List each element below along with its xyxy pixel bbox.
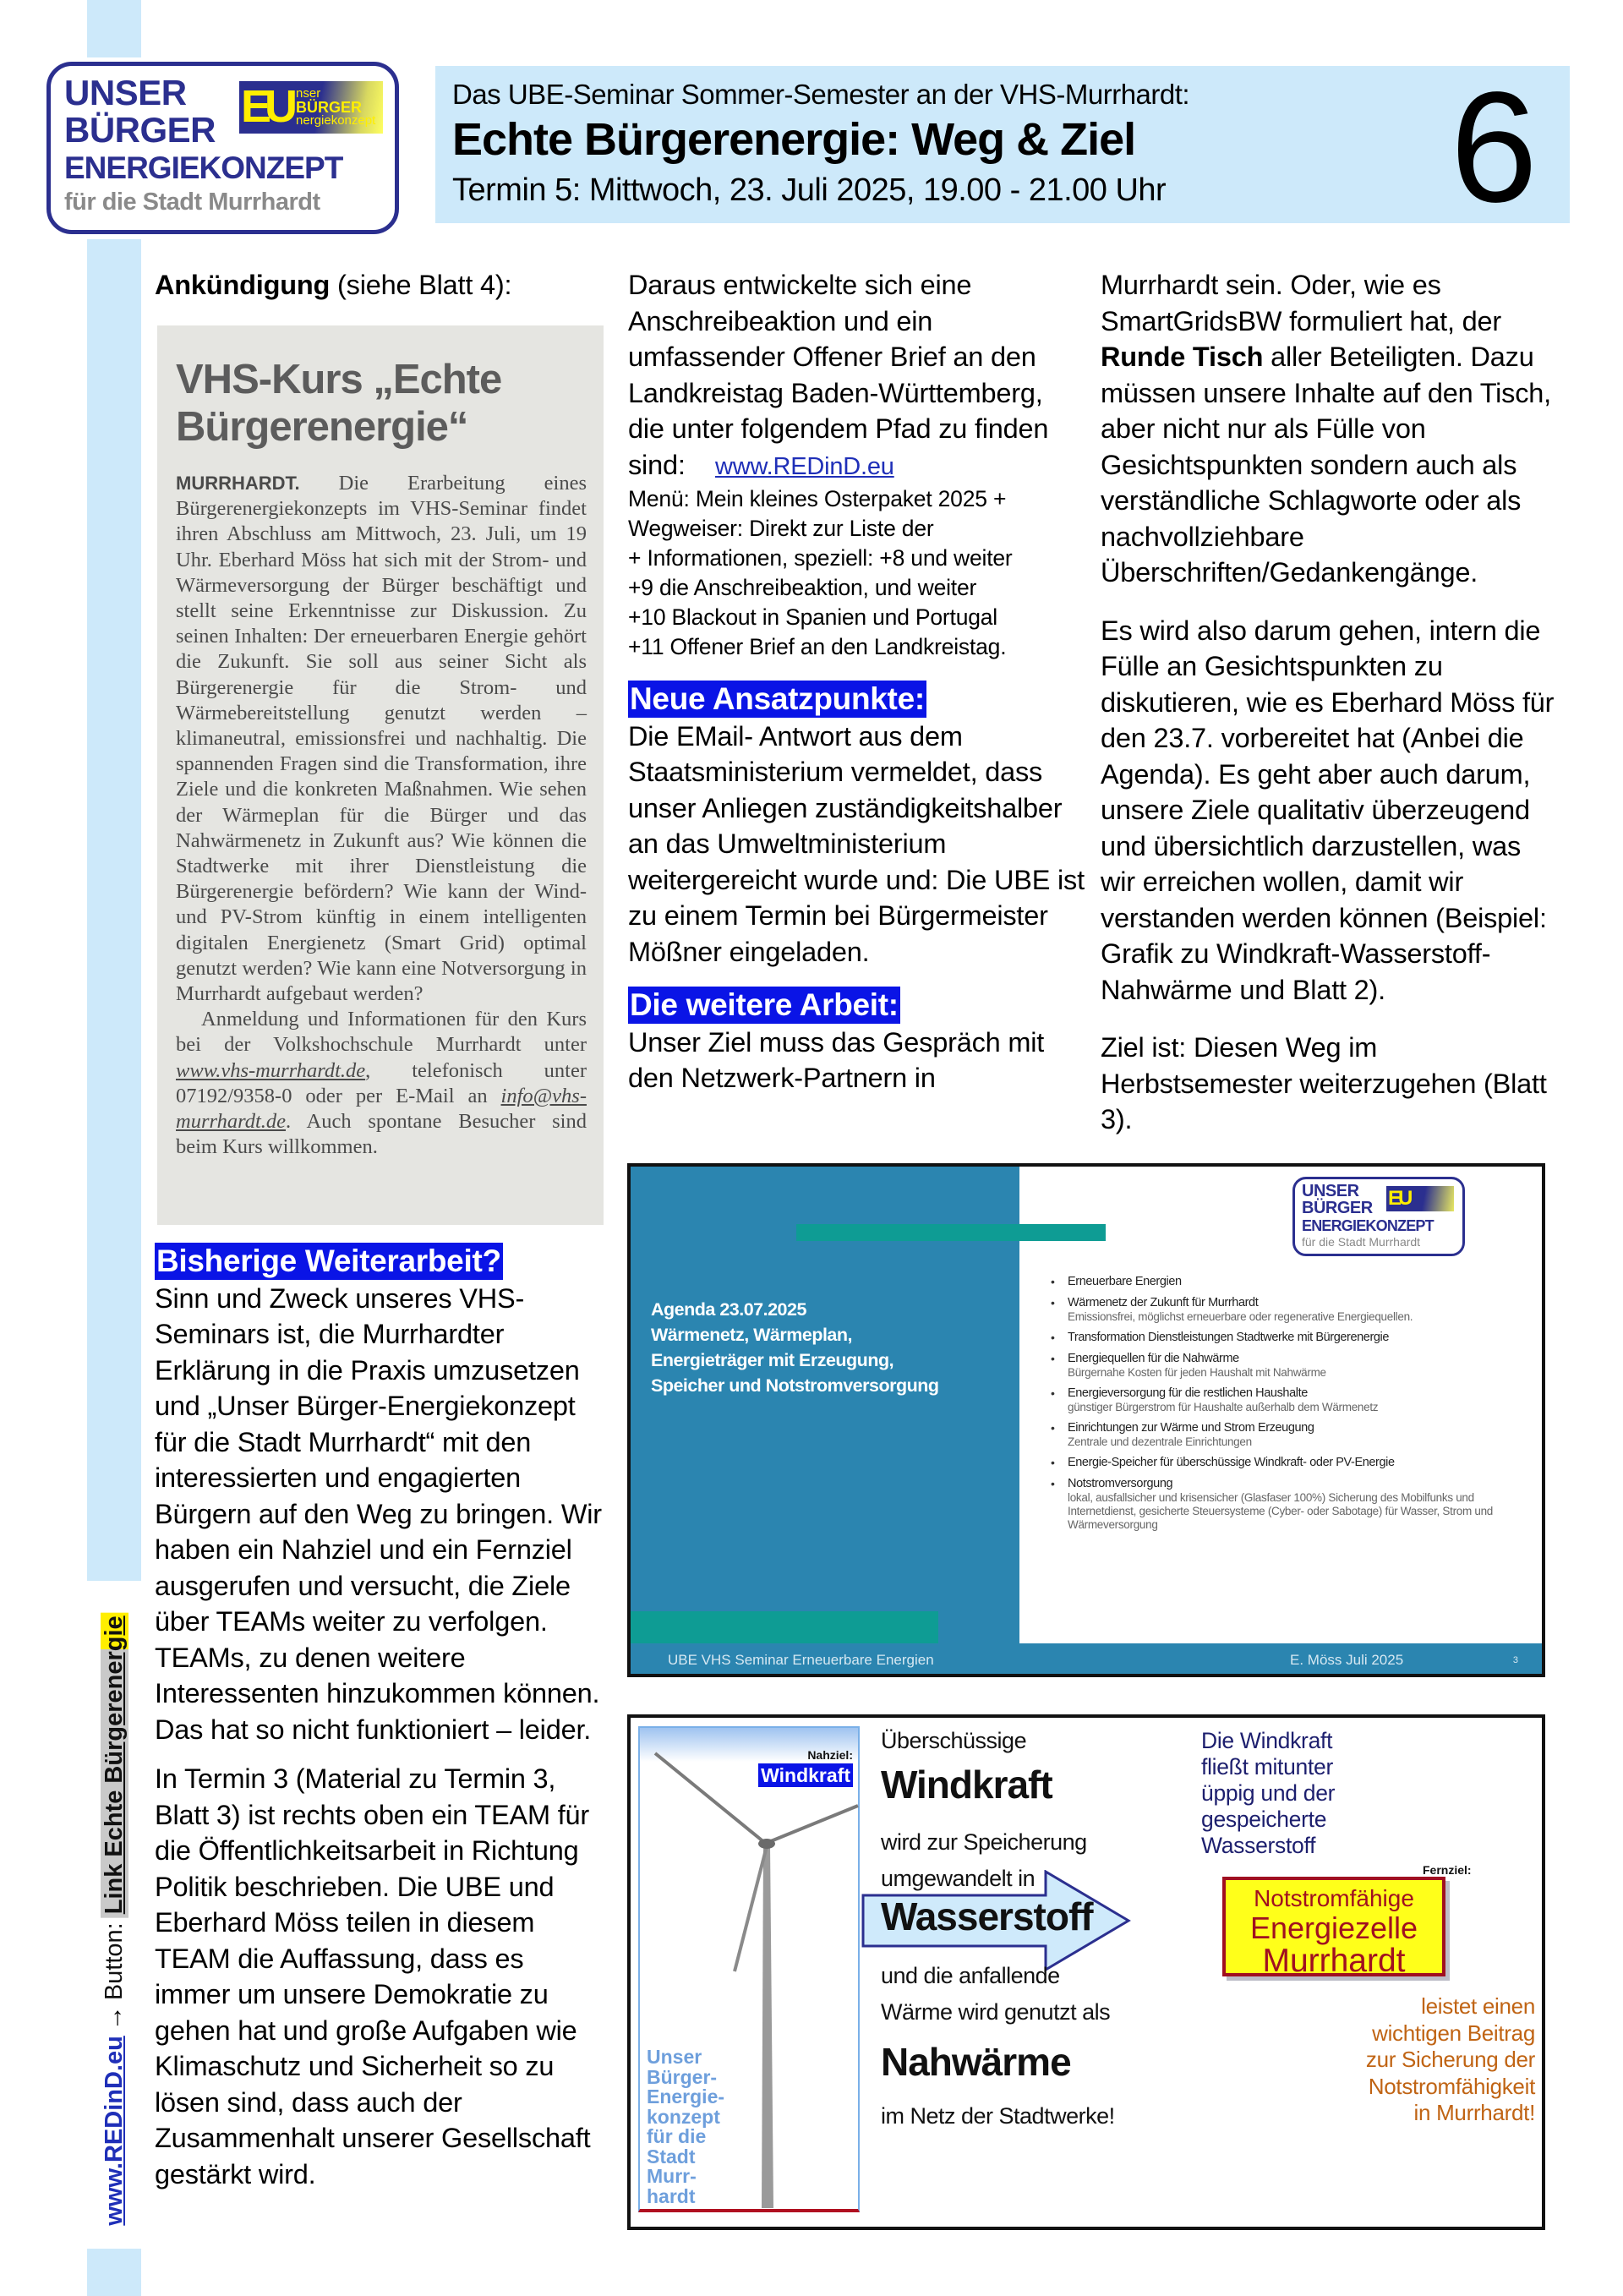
agenda-item-sub: günstiger Bürgerstrom für Haushalte außerhalb dem Wärmenetz [1068,1401,1379,1413]
fernziel-line: Murrhardt [1262,1943,1406,1979]
agenda-item-title: • Notstromversorgung [1068,1477,1173,1490]
nahziel-value: Windkraft [758,1763,853,1787]
fernziel-box [1222,1877,1445,1979]
caption-line: für die [647,2125,707,2147]
newspaper-clipping [157,325,604,1225]
logo-line: BÜRGER [1302,1199,1373,1217]
clipping-text: Die Erarbeitung eines Bürgerenergiekonzepts im VHS-Seminar findet ihren Abschluss am Mittwoch, 23. Juli, um 19 Uhr. Eberhard Möss hat sich mit der Strom- und Wärmeversorgung der Bürger beschäftigt und stellt seine Erkenntnisse zur Diskussion. Zu seinen Inhalten: Der erneuerbaren Energie gehört die Zukunft. Sie soll aus seiner Sicht als Bürgerenergie für die Strom- und Wärmebereitstellung genutzt werden – klimaneutral, emissionsfrei und nachhaltig. Die spannenden Fragen sind die Transformation, ihre Ziele und die konkreten Maßnahmen. Wie sehen der Wärmeplan für die Bürger und das Nahwärmenetz in Zukunft aus? Wie können die Stadtwerke mit ihrer Dienstleistung die Bürgerenergie befördern? Wie kann der Wind- und PV-Strom künftig in einem intelligenten digitalen Energienetz (Smart Grid) optimal genutzt werden? Wie kann eine Notversorgung in Murrhardt aufgebaut werden? [176,472,587,1006]
slide-footer [631,1643,1542,1677]
caption-line: Bürger- [647,2065,718,2088]
column-1-lower [155,1243,603,2192]
mid-highlight-windkraft: Windkraft [881,1763,1052,1807]
caption-line: Unser [647,2046,702,2068]
announcement-rest: (siehe Blatt 4): [330,270,512,300]
menu-path-line: +11 Offener Brief an den Landkreistag. [628,634,1007,659]
page-number: 6 [1450,60,1538,235]
agenda-item-title: • Energieversorgung für die restlichen Haushalte [1068,1386,1308,1400]
mid-line: umgewandelt in [881,1866,1036,1891]
paragraph-text: Murrhardt sein. Oder, wie es SmartGridsBW formuliert hat, der [1101,270,1501,336]
menu-path-line: + Informationen, speziell: +8 und weiter [628,545,1013,571]
turbine-panel [638,1726,860,2212]
note-line: fließt mitunter [1201,1754,1334,1779]
emphasis-runde-tisch: Runde Tisch [1101,342,1264,372]
windkraft-infographic [627,1714,1545,2230]
paragraph: Ziel ist: Diesen Weg im Herbstsemester weiterzugehen (Blatt 3). [1101,1032,1547,1134]
mid-line: im Netz der Stadtwerke! [881,2103,1115,2129]
agenda-item-title: • Erneuerbare Energien [1068,1275,1182,1288]
agenda-item-sub: Bürgernahe Kosten für jeden Haushalt mit Nahwärme [1068,1366,1326,1379]
conclusion-line: leistet einen [1421,1993,1535,2019]
logo-line: UNSER [1302,1182,1359,1200]
conclusion-line: Notstromfähigkeit [1368,2073,1535,2099]
section-heading: Neue Ansatzpunkte: [630,681,925,716]
agenda-item [1051,1386,1533,1414]
mid-line: wird zur Speicherung [881,1829,1087,1855]
clipping-kicker: MURRHARDT. [176,473,300,494]
agenda-item-title: • Einrichtungen zur Wärme und Strom Erzeugung [1068,1421,1314,1435]
agenda-line: Speicher und Notstromversorgung [651,1375,939,1396]
caption-line: konzept [647,2105,720,2128]
mid-line: Wärme wird genutzt als [881,1999,1111,2025]
badge-text: nergiekonzept [296,113,376,128]
agenda-item [1051,1352,1533,1380]
page-header [435,60,1570,235]
agenda-item [1051,1456,1533,1470]
paragraph: Die EMail- Antwort aus dem Staatsministerium vermeldet, dass unser Anliegen zuständigkeitshalber an das Umweltministerium weitergereicht wurde und: Die UBE ist zu einem Termin bei Bürgermeister Mößner eingeladen. [628,720,1085,967]
mid-highlight-nahwaerme: Nahwärme [881,2040,1071,2084]
slide-agenda-title [651,1297,1006,1398]
menu-path-line: +10 Blackout in Spanien und Portugal [628,604,997,630]
paragraph-text: Daraus entwickelte sich eine Anschreibeaktion und ein umfassender Offener Brief an den Landkreistag Baden-Württemberg, die unter folgendem Pfad zu finden sind: [628,270,1049,480]
note-line: Wasserstoff [1201,1833,1316,1858]
clipping-text: . Auch spontane Besucher sind beim Kurs willkommen. [176,1110,587,1159]
note-line: üppig und der [1201,1780,1336,1806]
agenda-line: Energieträger mit Erzeugung, [651,1350,894,1370]
agenda-item [1051,1477,1533,1532]
agenda-item [1051,1421,1533,1449]
caption-line: Stadt [647,2145,696,2168]
vertical-link-bar [85,1581,144,2257]
clipping-text: , telefonisch unter 07192/9358-0 oder per E-Mail an [176,1058,587,1107]
menu-path-line: Menü: Mein kleines Osterpaket 2025 + [628,486,1007,511]
conclusion-line: wichtigen Beitrag [1372,2020,1535,2046]
header-subtitle: Das UBE-Seminar Sommer-Semester an der VHS-Murrhardt: [452,79,1190,110]
mid-line: Überschüssige [881,1728,1027,1753]
slide-footer-right: E. Möss Juli 2025 [1290,1652,1404,1668]
vhs-website-link[interactable]: www.vhs-murrhardt.de [176,1058,366,1082]
nahziel-label: Nahziel: [807,1748,853,1762]
clipping-body [176,471,587,1160]
session-date: Termin 5: Mittwoch, 23. Juli 2025, 19.00 - 21.00 Uhr [452,172,1167,208]
announcement-bold: Ankündigung [155,270,331,300]
clipping-headline-line: VHS-Kurs „Echte [176,357,502,402]
vhs-email-link[interactable]: info@vhs-murrhardt.de [176,1084,587,1134]
agenda-line: Wärmenetz, Wärmeplan, [651,1325,852,1345]
clipping-headline-line: Bürgerenergie“ [176,404,468,450]
paragraph: In Termin 3 (Material zu Termin 3, Blatt 3) ist rechts oben ein TEAM für die Öffentlichkeitsarbeit in Richtung Politik beschrieben. Die UBE und Eberhard Möss teilen in diesem TEAM die Auffassung, dass es immer um unsere Demokratie zu gehen hat und große Aufgaben wie Klimaschutz und Sicherheit so zu lösen sind, dass auch der Zusammenhalt unserer Gesellschaft gestärkt wird. [155,1763,591,2189]
page-title: Echte Bürgerenergie: Weg & Ziel [452,114,1136,165]
note-line: gespeicherte [1201,1807,1327,1832]
eu-badge-icon [239,81,383,134]
caption-line: hardt [647,2184,696,2207]
agenda-item-sub: lokal, ausfallsicher und krisensicher (Glasfaser 100%) Sicherung des Mobilfunks und Internetdienst, gesicherte Steuersysteme (Cyber- oder Sabotage) für Wasser, Strom und Wärmeversorgung [1068,1491,1493,1531]
mid-line: und die anfallende [881,1963,1060,1988]
agenda-item [1051,1296,1533,1324]
slide-left-panel [631,1167,1019,1674]
column-3 [1101,267,1557,1138]
fernziel-label: Fernziel: [1423,1863,1472,1877]
infographic-middle-text [881,1718,1227,2227]
agenda-item-title: • Energiequellen für die Nahwärme [1068,1352,1239,1365]
paragraph: Es wird also darum gehen, intern die Fülle an Gesichtspunkten zu diskutieren, wie es Eberhard Möss für den 23.7. vorbereitet hat (Anbei die Agenda). Es geht aber auch darum, unsere Ziele qualitativ überzeugend und übersichtlich darzustellen, was wir erreichen wollen, damit wir verstanden werden können (Beispiel: Grafik zu Windkraft-Wasserstoff-Nahwärme und Blatt 2). [1101,615,1555,1005]
agenda-item-sub: Emissionsfrei, möglichst erneuerbare oder regenerative Energiequellen. [1068,1310,1413,1323]
clipping-text: Anmeldung und Informationen für den Kurs bei der Volkshochschule Murrhardt unter [176,1008,587,1057]
ube-logo [46,62,399,234]
paragraph [1101,267,1557,591]
infographic-conclusion [1366,1993,1535,2127]
fernziel-line: Notstromfähige [1254,1885,1414,1911]
logo-line: für die Stadt Murrhardt [1302,1235,1421,1249]
menu-path [628,484,1085,662]
caption-line: Energie- [647,2086,725,2107]
caption-line: Murr- [647,2165,697,2187]
agenda-line: Agenda 23.07.2025 [651,1299,806,1320]
section-heading: Die weitere Arbeit: [630,987,899,1022]
agenda-item-title: • Wärmenetz der Zukunft für Murrhardt [1068,1296,1259,1309]
redind-link[interactable]: www.REDinD.eu [100,2036,128,2226]
eu-badge-icon: EU [1386,1186,1454,1211]
logo-line: BÜRGER [64,110,216,150]
badge-text: nser [296,86,321,101]
mid-highlight-wasserstoff: Wasserstoff [881,1894,1093,1938]
arrow-right-icon: → [100,2005,128,2031]
paragraph-text: aller Beteiligten. Dazu müssen unsere Inhalte auf den Tisch, aber nicht nur als Fülle von Gesichtspunkten sondern auch als verständliche Schlagworte oder als nachvollziehbare Überschriften/Gedankengänge. [1101,342,1551,588]
slide-footer-left: UBE VHS Seminar Erneuerbare Energien [668,1652,934,1668]
agenda-item [1051,1275,1533,1289]
slide-number: 3 [1512,1655,1518,1665]
column-2 [628,267,1085,1096]
menu-path-line: Wegweiser: Direkt zur Liste der [628,516,934,541]
logo-line: ENERGIEKONZEPT [64,150,343,185]
agenda-item-sub: Zentrale und dezentrale Einrichtungen [1068,1435,1252,1448]
turbine-caption [647,2047,724,2206]
badge-letters: EU [241,81,292,132]
redind-url-link[interactable]: www.REDinD.eu [714,452,894,480]
agenda-item [1051,1331,1533,1345]
menu-path-line: +9 die Anschreibeaktion, und weiter [628,575,977,600]
infographic-right-note [1201,1728,1335,1859]
echte-buergerenergie-link[interactable]: Link Echte Bürgerenergie [101,1612,128,1917]
slide-agenda-list [1051,1275,1533,1539]
announcement-label [155,267,611,303]
logo-line: UNSER [64,73,187,112]
paragraph: Sinn und Zweck unseres VHS-Seminars ist, die Murrhardter Erklärung in die Praxis umzusetzen und „Unser Bürger-Energiekonzept für die Stadt Murrhardt“ mit den interessierten und engagierten Bürgern auf den Weg zu bringen. Wir haben ein Nahziel und ein Fernziel ausgerufen und versucht, die Ziele über TEAMs weiter zu verfolgen. TEAMs, zu denen weitere Interessenten hinzukommen können. Das hat so nicht funktioniert – leider. [155,1282,602,1745]
clipping-headline [176,356,587,451]
fernziel-line: Energiezelle [1249,1911,1418,1945]
agenda-item-title: • Energie-Speicher für überschüssige Windkraft- oder PV-Energie [1068,1456,1395,1469]
paragraph: Unser Ziel muss das Gespräch mit den Netzwerk-Partnern in [628,1026,1045,1093]
agenda-slide [627,1163,1545,1677]
column-1 [155,267,611,303]
conclusion-line: zur Sicherung der [1365,2047,1535,2072]
paragraph [628,267,1085,484]
conclusion-line: in Murrhardt! [1413,2100,1535,2125]
agenda-item-title: • Transformation Dienstleistungen Stadtwerke mit Bürgerenergie [1068,1331,1390,1344]
badge-text: BÜRGER [296,99,363,116]
note-line: Die Windkraft [1201,1728,1333,1753]
logo-line: für die Stadt Murrhardt [64,189,320,216]
logo-line: ENERGIEKONZEPT [1302,1217,1434,1234]
slide-logo [1292,1177,1465,1256]
slide-accent-bar [796,1224,1106,1241]
section-heading: Bisherige Weiterarbeit? [156,1244,501,1278]
button-caption: Button: [100,1922,128,2001]
